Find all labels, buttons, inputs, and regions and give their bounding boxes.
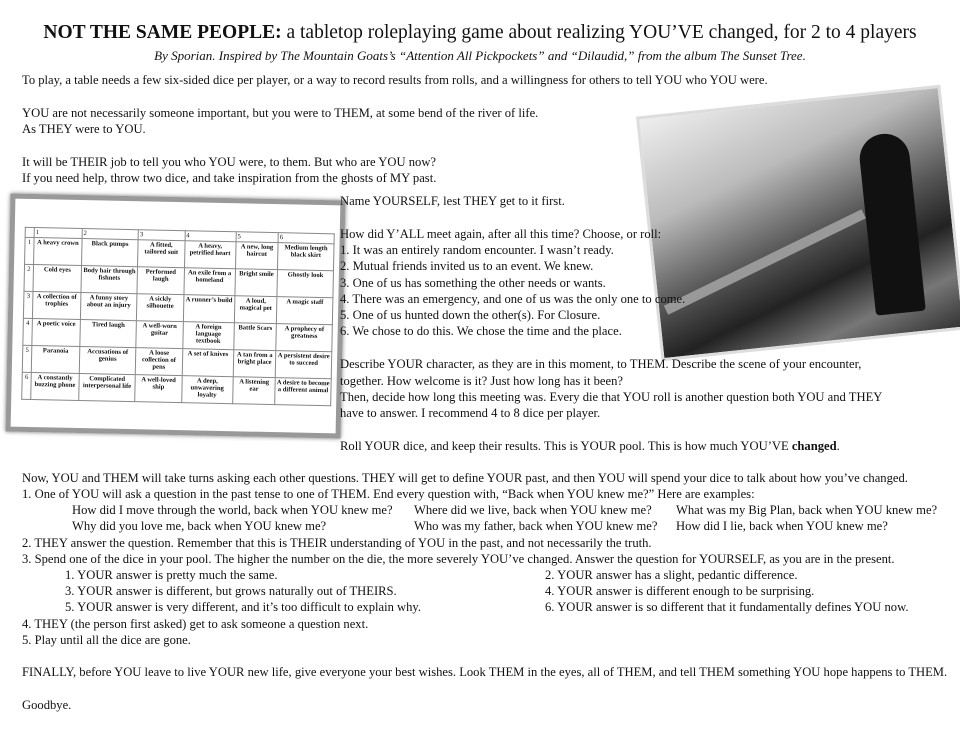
column-header: 5 [236, 232, 278, 243]
result: 5. YOUR answer is very different, and it’s too difficult to explain why. [65, 600, 422, 614]
table-cell: A persistent desire to succeed [275, 351, 331, 379]
table-cell: A heavy, petrified heart [184, 241, 236, 269]
example: How did I move through the world, back when YOU knew me? [72, 503, 393, 517]
table-cell: Ghostly look [277, 270, 333, 298]
roll-bold: changed [791, 439, 837, 453]
table-cell: A sickly silhouette [137, 294, 184, 322]
describe-line: have to answer. I recommend 4 to 8 dice per player. [340, 406, 601, 420]
page-title [0, 22, 960, 44]
table-cell: A prophecy of greatness [276, 324, 332, 352]
roll-text: Roll YOUR dice, and keep their results. This is YOUR pool. This is how much YOU’VE [340, 439, 792, 453]
table-cell: Bright smile [235, 269, 278, 297]
right-line: 5. One of us hunted down the other(s). For Closure. [340, 308, 601, 322]
result: 3. YOUR answer is different, but grows naturally out of THEIRS. [65, 584, 397, 598]
table-cell: Black pumps [81, 239, 138, 267]
describe-line: together. How welcome is it? Just how long has it been? [340, 374, 623, 388]
right-line: 6. We chose to do this. We chose the time and the place. [340, 324, 622, 338]
table-cell: A heavy crown [34, 238, 82, 266]
intro-line: To play, a table needs a few six-sided dice per player, or a way to record results from rolls, and a willingness for others to tell YOU who YOU were. [22, 73, 768, 87]
table-cell: A well-loved ship [135, 375, 182, 403]
roll-end: . [836, 439, 840, 453]
goodbye-line: Goodbye. [22, 698, 72, 712]
right-line: 4. There was an emergency, and one of us was the only one to come. [340, 292, 686, 306]
table-corner [25, 227, 34, 237]
table-cell: Tired laugh [80, 320, 137, 348]
table-cell: Paranoia [31, 345, 79, 373]
table-cell: Body hair through fishnets [81, 266, 138, 294]
describe-line: Describe YOUR character, as they are in this moment, to THEM. Describe the scene of your encounter, [340, 357, 862, 371]
column-header: 3 [138, 230, 185, 241]
row-number: 1 [25, 237, 35, 264]
table-cell: A listening ear [233, 377, 276, 405]
traits-table [21, 227, 335, 406]
table-cell: A poetic voice [32, 319, 80, 347]
finally-line: FINALLY, before YOU leave to live YOUR new life, give everyone your best wishes. Look THEM in the eyes, all of THEM, and tell THEM something YOU hope happens to THEM. [22, 665, 948, 679]
intro-line: As THEY were to YOU. [22, 122, 146, 136]
table-cell: A foreign language textbook [182, 322, 234, 350]
traits-table-image [6, 194, 346, 439]
table-cell: Medium length black skirt [278, 243, 334, 271]
table-cell: A set of knives [182, 349, 234, 377]
step-line: 2. THEY answer the question. Remember that this is THEIR understanding of YOU in the past, and not necessarily the truth. [22, 536, 652, 550]
result: 1. YOUR answer is pretty much the same. [65, 568, 278, 582]
table-cell: A new, long haircut [235, 242, 278, 270]
column-header: 4 [185, 231, 237, 242]
right-line: 3. One of us has something the other needs or wants. [340, 276, 606, 290]
roll-line [340, 438, 840, 454]
table-cell: A magic staff [277, 297, 333, 325]
describe-line: Then, decide how long this meeting was. Every die that YOU roll is another question both YOU and THEY [340, 390, 883, 404]
table-cell: A loud, magical pet [234, 296, 277, 324]
result: 6. YOUR answer is so different that it fundamentally defines YOU now. [545, 600, 909, 614]
row-number: 4 [23, 318, 33, 345]
right-line: 2. Mutual friends invited us to an event. We knew. [340, 259, 594, 273]
example: What was my Big Plan, back when YOU knew me? [676, 503, 938, 517]
title-rest: a tabletop roleplaying game about realizing YOU’VE changed, for 2 to 4 players [281, 22, 917, 43]
table-cell: A fitted, tailored suit [138, 240, 185, 268]
table-cell: Battle Scars [234, 323, 277, 351]
table-cell: Accusations of genius [79, 346, 136, 374]
step-line: Now, YOU and THEM will take turns asking each other questions. THEY will get to define YOUR past, and then YOU will spend your dice to talk about how you’ve changed. [22, 471, 908, 485]
column-header: 1 [34, 228, 82, 239]
table-cell: A tan from a bright place [233, 350, 276, 378]
row-number: 2 [24, 264, 34, 291]
example: Why did you love me, back when YOU knew me? [72, 519, 327, 533]
example: Where did we live, back when YOU knew me? [414, 503, 652, 517]
step-line: 1. One of YOU will ask a question in the past tense to one of THEM. End every question with, “Back when YOU knew me?” Here are examples: [22, 487, 755, 501]
row-number: 3 [23, 291, 33, 318]
result: 4. YOUR answer is different enough to be surprising. [545, 584, 815, 598]
table-cell: A collection of trophies [32, 292, 80, 320]
step-line: 3. Spend one of the dice in your pool. The higher the number on the die, the more severely YOU’ve changed. Answer the question for YOURSELF, as you are in the present. [22, 552, 895, 566]
title-bold: NOT THE SAME PEOPLE: [43, 22, 282, 43]
table-cell: A loose collection of pens [135, 348, 182, 376]
subtitle: By Sporian. Inspired by The Mountain Goats’s “Attention All Pickpockets” and “Dilaudid,” from the album The Sunset Tree. [154, 48, 806, 63]
column-header: 6 [278, 233, 334, 244]
intro-line: It will be THEIR job to tell you who YOU were, to them. But who are YOU now? [22, 155, 437, 169]
right-line: How did Y’ALL meet again, after all this time? Choose, or roll: [340, 227, 662, 241]
example: Who was my father, back when YOU knew me? [414, 519, 658, 533]
table-cell: A desire to become a different animal [275, 378, 331, 406]
table-cell: A funny story about an injury [80, 293, 137, 321]
table-cell: An exile from a homeland [184, 268, 236, 296]
table-cell: A constantly buzzing phone [31, 372, 79, 400]
result: 2. YOUR answer has a slight, pedantic difference. [545, 568, 798, 582]
example: How did I lie, back when YOU knew me? [676, 519, 888, 533]
step-line: 5. Play until all the dice are gone. [22, 633, 191, 647]
right-line: Name YOURSELF, lest THEY get to it first. [340, 194, 565, 208]
column-header: 2 [82, 229, 139, 240]
table-cell: Cold eyes [33, 265, 81, 293]
step-line: 4. THEY (the person first asked) get to ask someone a question next. [22, 617, 369, 631]
table-cell: Complicated interpersonal life [79, 373, 136, 401]
intro-line: If you need help, throw two dice, and take inspiration from the ghosts of MY past. [22, 171, 437, 185]
table-cell: A well-worn guitar [136, 321, 183, 349]
intro-line: YOU are not necessarily someone important, but you were to THEM, at some bend of the river of life. [22, 106, 539, 120]
row-number: 6 [22, 372, 32, 399]
table-row [22, 372, 331, 405]
table-cell: Performed laugh [137, 267, 184, 295]
photo-old-man-with-bicycle [636, 85, 960, 362]
row-number: 5 [22, 345, 32, 372]
table-cell: A runner’s build [183, 295, 235, 323]
right-line: 1. It was an entirely random encounter. I wasn’t ready. [340, 243, 614, 257]
table-cell: A deep, unwavering loyalty [181, 376, 233, 404]
